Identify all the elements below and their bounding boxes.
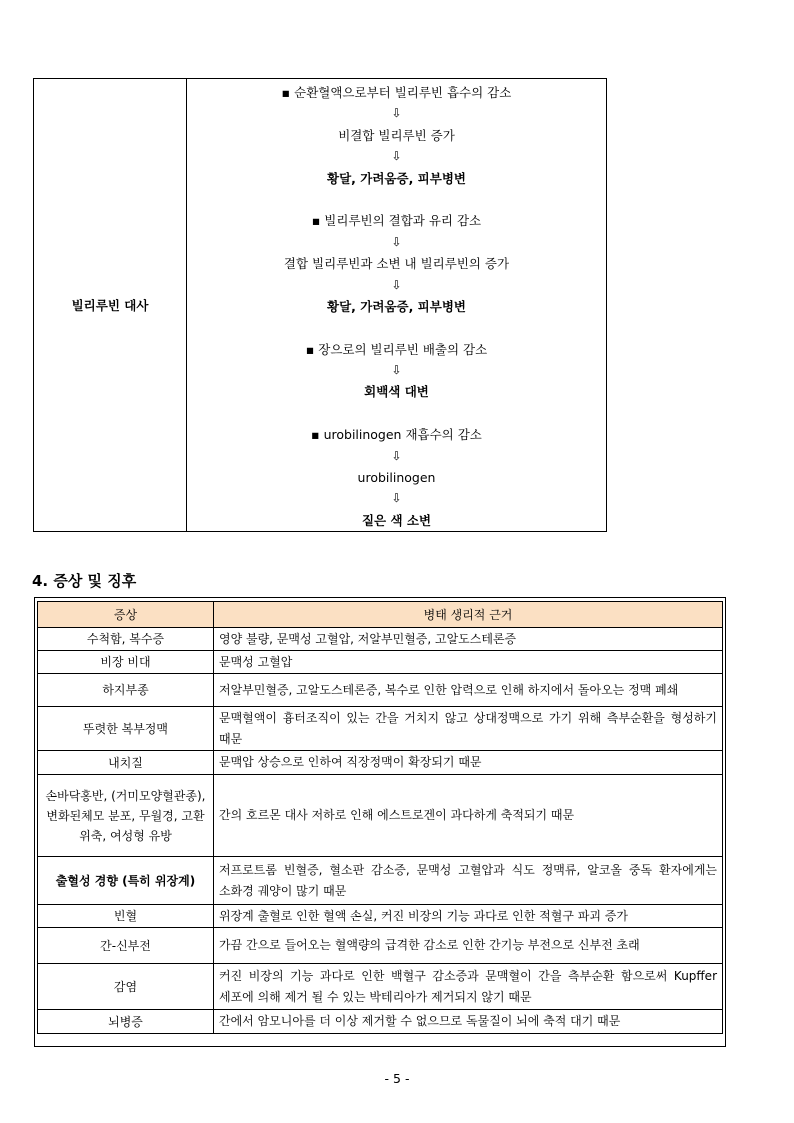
symptom-row xyxy=(38,628,723,651)
symptom-name: 내치질 xyxy=(38,751,214,775)
symptom-row xyxy=(38,751,723,775)
down-arrow-icon: ⇩ xyxy=(391,277,402,292)
symptom-basis: 저프로트롬 빈혈증, 혈소판 감소증, 문맥성 고혈압과 식도 정맥류, 알코올 중독 환자에게는 소화경 궤양이 많기 때문 xyxy=(214,857,723,905)
symptom-row xyxy=(38,928,723,964)
flow-step: 비결합 빌리루빈 증가 xyxy=(338,127,455,143)
flow-step: ▪ 순환혈액으로부터 빌리루빈 흡수의 감소 xyxy=(281,85,512,100)
symptom-row xyxy=(38,707,723,751)
symptom-name: 출혈성 경향 (특히 위장계) xyxy=(38,857,214,905)
symptom-name: 수척함, 복수증 xyxy=(38,628,214,651)
flow-result: 짙은 색 소변 xyxy=(361,512,432,528)
bilirubin-flow xyxy=(187,79,606,531)
symptom-basis: 간의 호르몬 대사 저하로 인해 에스트로겐이 과다하게 축적되기 때문 xyxy=(214,775,723,857)
header-basis: 병태 생리적 근거 xyxy=(214,602,723,628)
symptoms-header-row xyxy=(38,602,723,628)
bilirubin-label: 빌리루빈 대사 xyxy=(34,79,187,532)
flow-step: ▪ 장으로의 빌리루빈 배출의 감소 xyxy=(305,341,488,357)
symptom-row xyxy=(38,1010,723,1034)
symptom-basis: 문맥성 고혈압 xyxy=(214,651,723,674)
bilirubin-table xyxy=(33,78,607,532)
symptom-basis: 간에서 암모니아를 더 이상 제거할 수 없으므로 독물질이 뇌에 축적 대기 때문 xyxy=(214,1010,723,1034)
symptoms-table xyxy=(37,601,723,1034)
flow-step: urobilinogen xyxy=(357,470,436,486)
symptom-basis: 커진 비장의 기능 과다로 인한 백혈구 감소증과 문맥혈이 간을 측부순환 함으로써 Kupffer 세포에 의해 제거 될 수 있는 박테리아가 제거되지 않기 때문 xyxy=(214,964,723,1010)
down-arrow-icon: ⇩ xyxy=(391,448,402,463)
symptom-name: 비장 비대 xyxy=(38,651,214,674)
symptom-row xyxy=(38,674,723,707)
symptom-row xyxy=(38,651,723,674)
section-title: 4. 증상 및 징후 xyxy=(32,572,137,590)
flow-result: 황달, 가려움증, 피부병변 xyxy=(327,170,466,186)
symptom-name: 뚜렷한 복부정맥 xyxy=(38,707,214,751)
symptom-row xyxy=(38,857,723,905)
symptom-name: 손바닥홍반, (거미모양혈관종), 변화된체모 분포, 무월경, 고환위축, 여성형 유방 xyxy=(38,775,214,857)
symptom-row xyxy=(38,964,723,1010)
down-arrow-icon: ⇩ xyxy=(391,491,402,506)
down-arrow-icon: ⇩ xyxy=(391,106,402,121)
symptom-basis: 저알부민혈증, 고알도스테론증, 복수로 인한 압력으로 인해 하지에서 돌아오는 정맥 폐쇄 xyxy=(214,674,723,707)
symptom-name: 빈혈 xyxy=(38,905,214,928)
flow-result: 회백색 대변 xyxy=(364,384,429,400)
down-arrow-icon: ⇩ xyxy=(391,363,402,378)
symptom-name: 감염 xyxy=(38,964,214,1010)
symptom-basis: 영양 불량, 문맥성 고혈압, 저알부민혈증, 고알도스테론증 xyxy=(214,628,723,651)
symptom-basis: 문맥압 상승으로 인하여 직장정맥이 확장되기 때문 xyxy=(214,751,723,775)
symptom-basis: 가끔 간으로 들어오는 혈액량의 급격한 감소로 인한 간기능 부전으로 신부전 초래 xyxy=(214,928,723,964)
down-arrow-icon: ⇩ xyxy=(391,234,402,249)
flow-step: ▪ urobilinogen 재흡수의 감소 xyxy=(311,427,482,443)
symptom-name: 간-신부전 xyxy=(38,928,214,964)
page-number: - 5 - xyxy=(384,1071,410,1086)
symptom-basis: 문맥혈액이 흉터조직이 있는 간을 거치지 않고 상대정맥으로 가기 위해 측부순환을 형성하기 때문 xyxy=(214,707,723,751)
symptom-row xyxy=(38,775,723,857)
symptom-name: 뇌병증 xyxy=(38,1010,214,1034)
symptoms-table-frame xyxy=(34,597,726,1047)
flow-step: ▪ 빌리루빈의 결합과 유리 감소 xyxy=(311,213,482,229)
bilirubin-flow-cell xyxy=(187,79,607,532)
down-arrow-icon: ⇩ xyxy=(391,149,402,164)
symptom-basis: 위장계 출혈로 인한 혈액 손실, 커진 비장의 기능 과다로 인한 적혈구 파괴 증가 xyxy=(214,905,723,928)
symptom-row xyxy=(38,905,723,928)
flow-step: 결합 빌리루빈과 소변 내 빌리루빈의 증가 xyxy=(283,256,510,272)
header-symptom: 증상 xyxy=(38,602,214,628)
symptom-name: 하지부종 xyxy=(38,674,214,707)
flow-result: 황달, 가려움증, 피부병변 xyxy=(327,298,466,314)
